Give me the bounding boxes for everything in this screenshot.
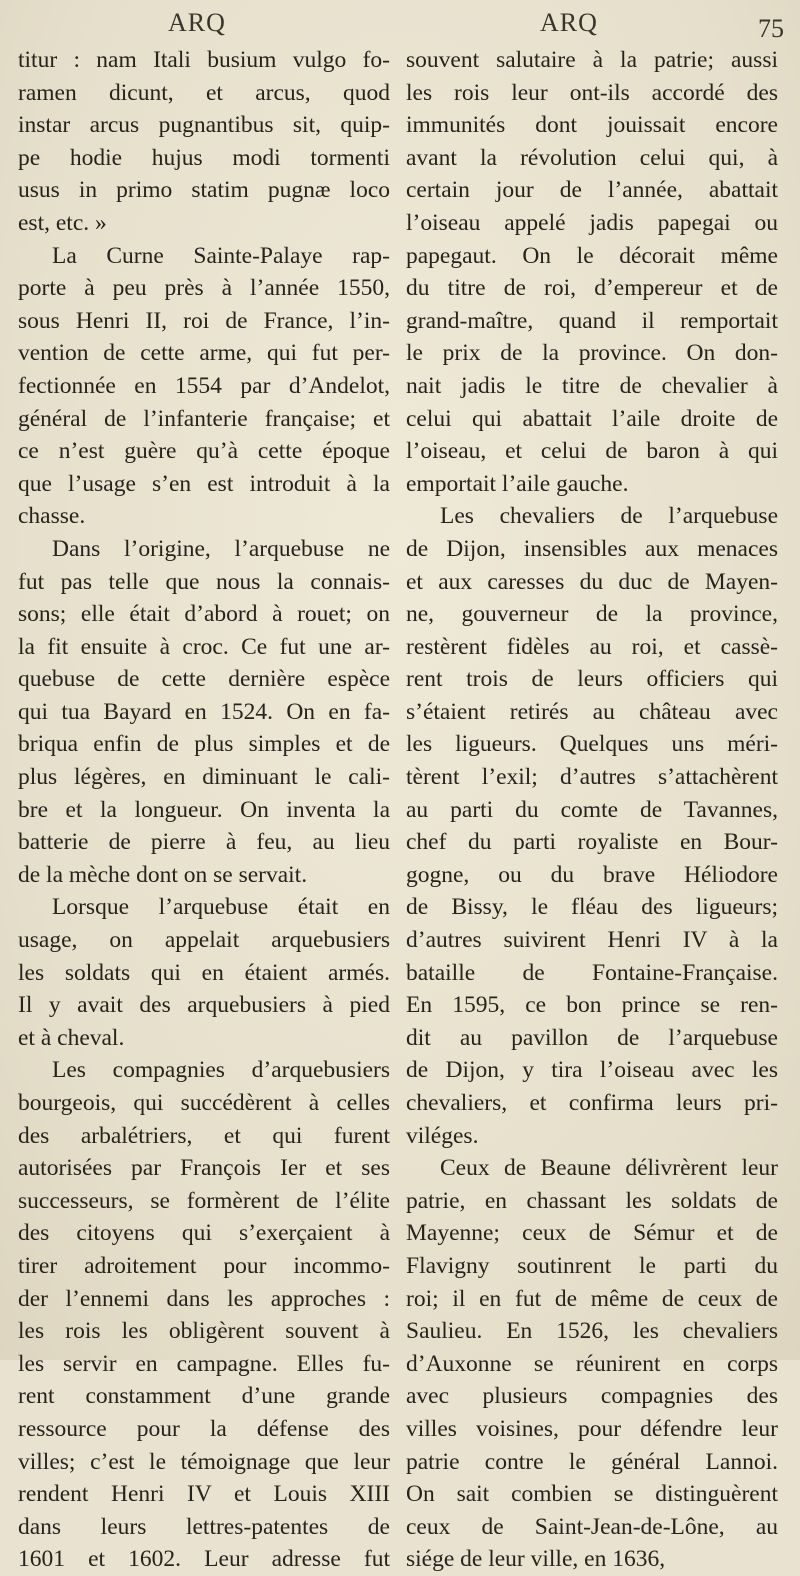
text-line: ce n’est guère qu’à cette époque bbox=[18, 438, 390, 465]
text-line: sous Henri II, roi de France, l’in- bbox=[18, 307, 390, 334]
text-line: titur : nam Itali busium vulgo fo- bbox=[18, 47, 390, 73]
text-line: Dans l’origine, l’arquebuse ne bbox=[52, 535, 390, 562]
running-head-right: ARQ bbox=[540, 8, 598, 37]
text-line: est, etc. » bbox=[18, 209, 107, 236]
text-line: et aux caresses du duc de Mayen- bbox=[406, 568, 778, 595]
text-line: fut pas telle que nous la connais- bbox=[18, 568, 390, 595]
text-line: Mayenne; ceux de Sémur et de bbox=[406, 1220, 778, 1247]
text-line: chasse. bbox=[18, 503, 86, 530]
text-line: d’autres suivirent Henri IV à la bbox=[406, 927, 778, 954]
text-line: viléges. bbox=[406, 1122, 479, 1149]
text-line: Il y avait des arquebusiers à pied bbox=[18, 992, 390, 1019]
text-line: Les compagnies d’arquebusiers bbox=[52, 1057, 390, 1084]
text-line: des arbalétriers, et qui furent bbox=[18, 1122, 390, 1149]
text-line: que l’usage s’en est introduit à la bbox=[18, 470, 390, 497]
text-line: s’étaient retirés au château avec bbox=[406, 698, 778, 725]
text-line: pe hodie hujus modi tormenti bbox=[18, 144, 390, 171]
text-line: ceux de Saint-Jean-de-Lône, au bbox=[406, 1513, 778, 1540]
text-line: autorisées par François Ier et ses bbox=[18, 1155, 390, 1182]
text-line: souvent salutaire à la patrie; aussi bbox=[406, 47, 778, 73]
text-line: avec plusieurs compagnies des bbox=[406, 1383, 778, 1410]
text-line: général de l’infanterie française; et bbox=[18, 405, 390, 432]
text-line: briqua enfin de plus simples et de bbox=[18, 731, 390, 758]
text-line: vention de cette arme, qui fut per- bbox=[18, 340, 390, 367]
text-line: rent trois de leurs officiers qui bbox=[406, 666, 778, 693]
text-line: En 1595, ce bon prince se ren- bbox=[406, 992, 778, 1019]
text-line: l’oiseau appelé jadis papegai ou bbox=[406, 209, 778, 236]
text-line: chef du parti royaliste en Bour- bbox=[406, 829, 778, 856]
text-line: les soldats qui en étaient armés. bbox=[18, 959, 390, 986]
text-line: papegaut. On le décorait même bbox=[406, 242, 778, 269]
text-line: les rois leur ont-ils accordé des bbox=[406, 79, 778, 106]
text-line: la fit ensuite à croc. Ce fut une ar- bbox=[18, 633, 390, 660]
text-line: Flavigny soutinrent le parti du bbox=[406, 1252, 778, 1279]
text-line: siége de leur ville, en 1636, bbox=[406, 1546, 666, 1573]
text-line: sons; elle était d’abord à rouet; on bbox=[18, 601, 390, 628]
text-line: usus in primo statim pugnæ loco bbox=[18, 177, 390, 204]
left-text-column bbox=[18, 44, 390, 1576]
text-line: les servir en campagne. Elles fu- bbox=[18, 1350, 390, 1377]
text-line: Les chevaliers de l’arquebuse bbox=[440, 503, 778, 530]
text-line: de Dijon, insensibles aux menaces bbox=[406, 535, 778, 562]
text-line: les ligueurs. Quelques uns méri- bbox=[406, 731, 778, 758]
text-line: de Bissy, le fléau des ligueurs; bbox=[406, 894, 778, 921]
text-line: bourgeois, qui succédèrent à celles bbox=[18, 1090, 390, 1116]
text-line: de Dijon, y tira l’oiseau avec les bbox=[406, 1057, 778, 1084]
text-line: quebuse de cette dernière espèce bbox=[18, 666, 390, 693]
text-line: le prix de la province. On don- bbox=[406, 340, 778, 367]
text-line: On sait combien se distinguèrent bbox=[406, 1481, 778, 1508]
text-line: Ceux de Beaune délivrèrent leur bbox=[440, 1155, 778, 1182]
text-line: tirer adroitement pour incommo- bbox=[18, 1252, 390, 1279]
text-line: chevaliers, et confirma leurs pri- bbox=[406, 1090, 778, 1116]
text-line: bre et la longueur. On inventa la bbox=[18, 796, 390, 823]
text-line: des citoyens qui s’exerçaient à bbox=[18, 1220, 390, 1247]
text-line: certain jour de l’année, abattait bbox=[406, 177, 778, 204]
text-line: der l’ennemi dans les approches : bbox=[18, 1285, 390, 1312]
text-line: patrie contre le général Lannoi. bbox=[406, 1448, 778, 1475]
text-line: celui qui abattait l’aile droite de bbox=[406, 405, 778, 432]
text-line: tèrent l’exil; d’autres s’attachèrent bbox=[406, 764, 778, 791]
text-line: fectionnée en 1554 par d’Andelot, bbox=[18, 372, 390, 399]
text-line: usage, on appelait arquebusiers bbox=[18, 927, 390, 954]
text-line: patrie, en chassant les soldats de bbox=[406, 1187, 778, 1214]
text-line: Saulieu. En 1526, les chevaliers bbox=[406, 1318, 778, 1345]
text-line: villes voisines, pour défendre leur bbox=[406, 1415, 778, 1442]
text-line: instar arcus pugnantibus sit, quip- bbox=[18, 112, 390, 139]
text-line: du titre de roi, d’empereur et de bbox=[406, 275, 778, 302]
text-line: 1601 et 1602. Leur adresse fut bbox=[18, 1546, 390, 1573]
text-line: roi; il en fut de même de ceux de bbox=[406, 1285, 778, 1312]
text-line: rent constamment d’une grande bbox=[18, 1383, 390, 1410]
text-line: emportait l’aile gauche. bbox=[406, 470, 629, 497]
text-line: porte à peu près à l’année 1550, bbox=[18, 275, 390, 302]
text-line: ressource pour la défense des bbox=[18, 1415, 390, 1442]
text-line: d’Auxonne se réunirent en corps bbox=[406, 1350, 778, 1377]
text-line: La Curne Sainte-Palaye rap- bbox=[52, 242, 390, 269]
text-line: avant la révolution celui qui, à bbox=[406, 144, 778, 171]
text-line: successeurs, se formèrent de l’élite bbox=[18, 1187, 390, 1214]
text-line: grand-maître, quand il remportait bbox=[406, 307, 778, 334]
page-number: 75 bbox=[758, 14, 784, 43]
text-line: restèrent fidèles au roi, et cassè- bbox=[406, 633, 778, 660]
text-line: immunités dont jouissait encore bbox=[406, 112, 778, 139]
text-line: de la mèche dont on se servait. bbox=[18, 861, 308, 888]
text-line: ramen dicunt, et arcus, quod bbox=[18, 79, 390, 106]
text-line: ne, gouverneur de la province, bbox=[406, 601, 778, 628]
text-line: plus légères, en diminuant le cali- bbox=[18, 764, 390, 791]
text-line: bataille de Fontaine-Française. bbox=[406, 959, 778, 986]
text-line: au parti du comte de Tavannes, bbox=[406, 796, 778, 823]
running-head-left: ARQ bbox=[168, 8, 226, 37]
text-line: et à cheval. bbox=[18, 1024, 125, 1051]
text-line: rendent Henri IV et Louis XIII bbox=[18, 1481, 390, 1508]
text-line: qui tua Bayard en 1524. On en fa- bbox=[18, 698, 390, 725]
text-line: dans leurs lettres-patentes de bbox=[18, 1513, 390, 1540]
text-line: dit au pavillon de l’arquebuse bbox=[406, 1024, 778, 1051]
text-line: batterie de pierre à feu, au lieu bbox=[18, 829, 390, 856]
text-line: villes; c’est le témoignage que leur bbox=[18, 1448, 390, 1475]
text-line: l’oiseau, et celui de baron à qui bbox=[406, 438, 778, 465]
text-line: les rois les obligèrent souvent à bbox=[18, 1318, 390, 1345]
text-line: nait jadis le titre de chevalier à bbox=[406, 372, 778, 399]
text-line: gogne, ou du brave Héliodore bbox=[406, 861, 778, 888]
text-line: Lorsque l’arquebuse était en bbox=[52, 894, 390, 921]
right-text-column bbox=[406, 44, 778, 1576]
